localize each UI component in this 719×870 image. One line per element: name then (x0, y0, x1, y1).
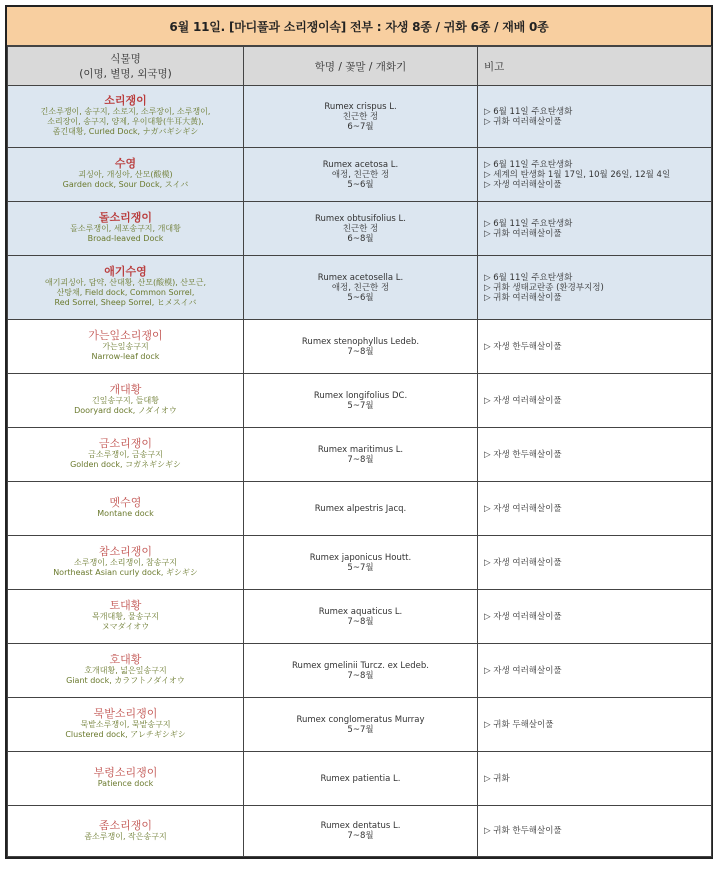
note-line: ▷ 자생 여러해살이풀 (484, 665, 562, 676)
scientific-name: Rumex acetosella L. (317, 272, 404, 283)
plant-korean-name: 수영 (114, 157, 137, 170)
plant-alias-line: 좀소루쟁이, 작은송구지 (84, 831, 167, 841)
flower-info: 애정, 친근한 정 (331, 282, 390, 293)
plant-korean-name: 묵밭소리쟁이 (93, 707, 158, 720)
table-row (8, 320, 712, 374)
note-line: ▷ 6월 11일 주요탄생화 (484, 106, 573, 117)
table-row (8, 590, 712, 644)
note-cell (478, 698, 712, 752)
table-row (8, 256, 712, 320)
flower-info: 5~7월 (347, 400, 374, 411)
table-row (8, 536, 712, 590)
plant-alias-line: Patience dock (97, 779, 154, 788)
plant-name-cell (8, 374, 244, 428)
plant-name-cell (8, 202, 244, 256)
plant-name-cell (8, 320, 244, 374)
flower-info: 7~8월 (347, 831, 374, 841)
plant-name-cell (8, 536, 244, 590)
plant-alias-line: Clustered dock, アレチギシギシ (65, 730, 186, 739)
scientific-name: Rumex crispus L. (324, 101, 397, 112)
plant-korean-name: 금소리쟁이 (98, 437, 153, 450)
note-cell (478, 320, 712, 374)
note-cell (478, 428, 712, 482)
table-row (8, 752, 712, 806)
plant-table (7, 46, 712, 857)
scientific-name: Rumex dentatus L. (320, 821, 401, 831)
scientific-name: Rumex gmelinii Turcz. ex Ledeb. (292, 660, 429, 671)
plant-name-cell (8, 806, 244, 857)
plant-name-cell (8, 752, 244, 806)
flower-info: 7~8월 (347, 670, 374, 681)
plant-alias-line: Dooryard dock, ノダイオウ (74, 406, 177, 415)
table-row (8, 698, 712, 752)
scientific-name-cell (244, 698, 478, 752)
flower-info: 5~6월 (347, 179, 374, 190)
note-line: ▷ 귀화 여러해살이풀 (484, 292, 562, 303)
table-row (8, 482, 712, 536)
plant-alias-line: Montane dock (97, 509, 154, 518)
note-cell (478, 752, 712, 806)
note-line: ▷ 자생 여러해살이풀 (484, 503, 562, 514)
plant-table-document (5, 5, 713, 859)
note-cell (478, 202, 712, 256)
note-line: ▷ 자생 한두해살이풀 (484, 341, 562, 352)
note-line: ▷ 자생 한두해살이풀 (484, 449, 562, 460)
note-line: ▷ 귀화 생태교란종 (환경부지정) (484, 282, 604, 293)
scientific-name: Rumex stenophyllus Ledeb. (301, 336, 420, 347)
scientific-name-cell (244, 428, 478, 482)
plant-korean-name: 좀소리쟁이 (98, 818, 153, 832)
plant-alias-line: 긴잎송구지, 들대황 (92, 396, 159, 405)
plant-name-cell (8, 86, 244, 148)
plant-alias-line: 긴소루쟁이, 송구지, 소로지, 소루장이, 소루쟁이, (40, 107, 211, 116)
scientific-name-cell (244, 86, 478, 148)
plant-korean-name: 참소리쟁이 (98, 545, 153, 558)
note-line: ▷ 세계의 탄생화 1월 17일, 10월 26일, 12월 4일 (484, 169, 671, 180)
note-line: ▷ 6월 11일 주요탄생화 (484, 218, 573, 229)
note-line: ▷ 자생 여러해살이풀 (484, 557, 562, 568)
note-cell (478, 536, 712, 590)
plant-alias-line: Garden dock, Sour Dock, スイバ (62, 180, 189, 189)
scientific-name: Rumex japonicus Houtt. (309, 552, 412, 563)
table-row (8, 374, 712, 428)
flower-info: 6~7월 (347, 121, 374, 132)
scientific-name: Rumex alpestris Jacq. (314, 503, 407, 514)
plant-alias-line: ヌマダイオウ (101, 622, 150, 631)
flower-info: 5~7월 (347, 562, 374, 573)
header-name-label: 식물명 (110, 53, 141, 65)
plant-name-cell (8, 590, 244, 644)
plant-name-cell (8, 644, 244, 698)
flower-info: 5~7월 (347, 724, 374, 735)
scientific-name: Rumex longifolius DC. (313, 390, 408, 401)
scientific-name: Rumex conglomeratus Murray (296, 714, 425, 725)
table-row (8, 806, 712, 857)
scientific-name-cell (244, 806, 478, 857)
plant-alias-line: 목개대황, 물송구지 (92, 612, 159, 621)
flower-info: 애정, 친근한 정 (331, 169, 390, 180)
scientific-name: Rumex maritimus L. (317, 444, 404, 455)
note-cell (478, 482, 712, 536)
header-note: 비고 (478, 47, 712, 86)
note-cell (478, 374, 712, 428)
plant-name-cell (8, 256, 244, 320)
plant-alias-line: 괴싱아, 개싱아, 산모(酸模) (78, 170, 173, 179)
note-line: ▷ 6월 11일 주요탄생화 (484, 272, 573, 283)
plant-korean-name: 토대황 (109, 599, 142, 612)
flower-info: 5~6월 (347, 292, 374, 303)
flower-info: 친근한 정 (342, 111, 379, 122)
header-name (8, 47, 244, 86)
plant-name-cell (8, 428, 244, 482)
note-line: ▷ 자생 여러해살이풀 (484, 611, 562, 622)
table-row (8, 148, 712, 202)
plant-alias-line: Broad-leaved Dock (87, 234, 164, 243)
plant-korean-name: 멧수영 (109, 496, 142, 509)
scientific-name-cell (244, 374, 478, 428)
scientific-name-cell (244, 536, 478, 590)
plant-alias-line: Narrow-leaf dock (91, 352, 160, 361)
plant-korean-name: 부령소리쟁이 (93, 766, 158, 779)
plant-alias-line: 소리장이, 송구지, 양제, 우이대황(牛耳大黃), (47, 117, 204, 126)
scientific-name-cell (244, 320, 478, 374)
plant-korean-name: 돌소리쟁이 (98, 211, 153, 224)
plant-alias-line: 금소루쟁이, 금송구지 (88, 450, 163, 459)
scientific-name-cell (244, 202, 478, 256)
scientific-name-cell (244, 482, 478, 536)
plant-korean-name: 호대황 (109, 653, 142, 666)
note-line: ▷ 귀화 여러해살이풀 (484, 228, 562, 239)
note-cell (478, 644, 712, 698)
table-row (8, 202, 712, 256)
table-body (8, 86, 712, 857)
table-header-row (8, 47, 712, 86)
plant-alias-line: 좀긴대황, Curled Dock, ナガバギシギシ (52, 127, 199, 136)
plant-alias-line: Giant dock, カラフトノダイオウ (66, 676, 185, 685)
scientific-name-cell (244, 590, 478, 644)
note-cell (478, 590, 712, 644)
scientific-name-cell (244, 644, 478, 698)
note-line: ▷ 자생 여러해살이풀 (484, 179, 562, 190)
flower-info: 6~8월 (347, 233, 374, 244)
plant-alias-line: 산탕채, Field dock, Common Sorrel, (56, 288, 195, 297)
plant-alias-line: 묵밭소루쟁이, 묵밭송구지 (80, 720, 171, 729)
note-cell (478, 806, 712, 857)
scientific-name-cell (244, 148, 478, 202)
flower-info: 7~8월 (347, 346, 374, 357)
plant-korean-name: 개대황 (109, 383, 142, 396)
plant-alias-line: Red Sorrel, Sheep Sorrel, ヒメスイバ (54, 298, 197, 307)
note-line: ▷ 귀화 한두해살이풀 (484, 826, 562, 836)
note-cell (478, 148, 712, 202)
plant-alias-line: 소루쟁이, 소리쟁이, 참송구지 (74, 558, 177, 567)
scientific-name-cell (244, 256, 478, 320)
header-name-sub: (이명, 별명, 외국명) (79, 68, 172, 80)
scientific-name: Rumex aquaticus L. (318, 606, 403, 617)
table-row (8, 644, 712, 698)
note-cell (478, 86, 712, 148)
plant-alias-line: 가는잎송구지 (102, 342, 149, 351)
page-title: 6월 11일. [마디풀과 소리쟁이속] 전부 : 자생 8종 / 귀화 6종 / 재배 0종 (7, 7, 711, 46)
note-line: ▷ 귀화 여러해살이풀 (484, 116, 562, 127)
plant-alias-line: 돌소루쟁이, 세포송구지, 개대황 (70, 224, 181, 233)
note-line: ▷ 귀화 두해살이풀 (484, 719, 554, 730)
flower-info: 7~8월 (347, 616, 374, 627)
scientific-name-cell (244, 752, 478, 806)
plant-korean-name: 애기수영 (104, 265, 147, 278)
table-row (8, 428, 712, 482)
flower-info: 친근한 정 (342, 223, 379, 234)
flower-info: 7~8월 (347, 454, 374, 465)
plant-alias-line: 호개대황, 넓은잎송구지 (84, 666, 167, 675)
scientific-name: Rumex acetosa L. (322, 159, 399, 170)
note-line: ▷ 귀화 (484, 773, 510, 784)
scientific-name: Rumex patientia L. (320, 773, 401, 784)
plant-korean-name: 소리쟁이 (104, 94, 147, 107)
note-line: ▷ 6월 11일 주요탄생화 (484, 159, 573, 170)
header-sci: 학명 / 꽃말 / 개화기 (244, 47, 478, 86)
plant-alias-line: Golden dock, コガネギシギシ (70, 460, 181, 469)
scientific-name: Rumex obtusifolius L. (315, 213, 406, 224)
plant-alias-line: Northeast Asian curly dock, ギシギシ (53, 568, 198, 577)
plant-alias-line: 애기괴싱아, 담약, 산대황, 산모(酸模), 산모근, (44, 278, 207, 287)
plant-name-cell (8, 482, 244, 536)
plant-name-cell (8, 148, 244, 202)
note-line: ▷ 자생 여러해살이풀 (484, 395, 562, 406)
plant-name-cell (8, 698, 244, 752)
plant-korean-name: 가는잎소리쟁이 (88, 329, 163, 342)
note-cell (478, 256, 712, 320)
table-row (8, 86, 712, 148)
